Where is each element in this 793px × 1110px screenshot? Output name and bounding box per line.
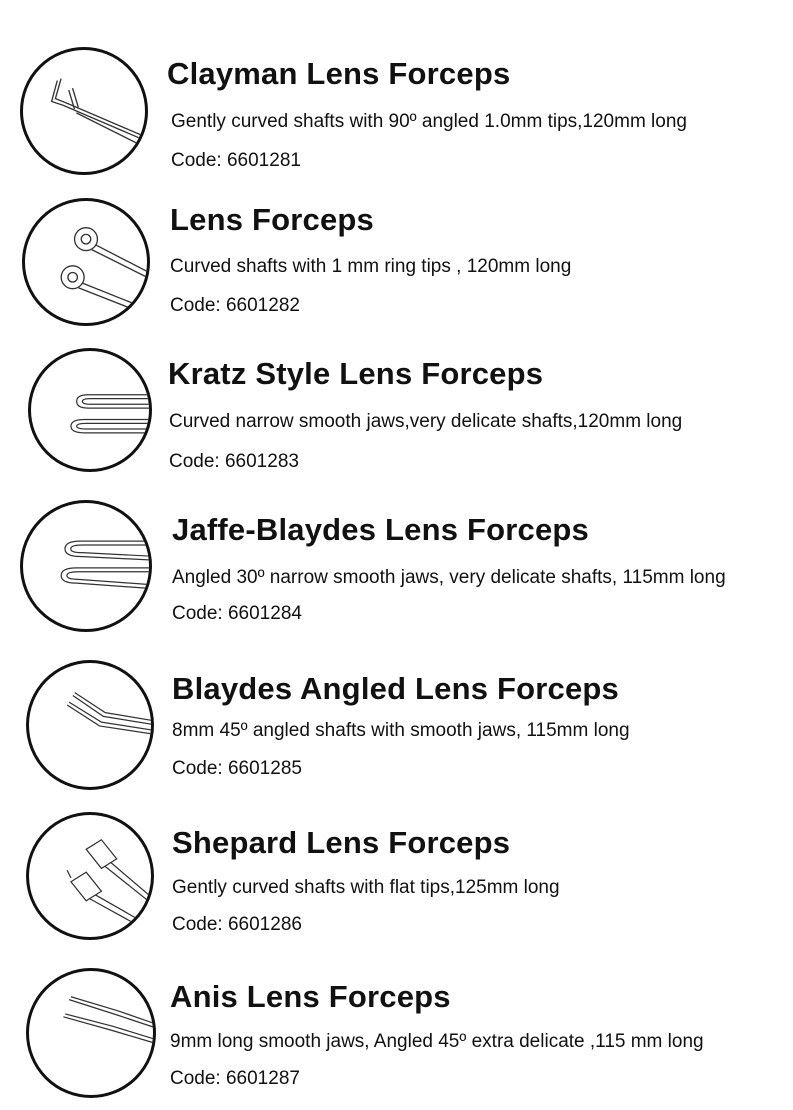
product-title: Shepard Lens Forceps — [172, 825, 511, 860]
clayman-angled-tip-icon — [20, 47, 148, 175]
product-code: Code: 6601282 — [170, 295, 300, 316]
product-description: Angled 30º narrow smooth jaws, very delicate shafts, 115mm long — [172, 567, 726, 588]
product-description: Curved shafts with 1 mm ring tips , 120mm long — [170, 256, 572, 277]
angled-shaft-tip-icon — [26, 660, 154, 790]
product-code: Code: 6601281 — [171, 150, 301, 171]
product-description: 8mm 45º angled shafts with smooth jaws, 115mm long — [172, 720, 630, 741]
product-code: Code: 6601285 — [172, 758, 302, 779]
ring-tip-icon — [22, 198, 150, 326]
product-description: Gently curved shafts with 90º angled 1.0mm tips,120mm long — [171, 111, 687, 132]
product-title: Jaffe-Blaydes Lens Forceps — [172, 512, 589, 547]
narrow-smooth-jaw-icon — [28, 348, 152, 472]
angled-narrow-jaw-icon — [20, 500, 152, 632]
product-title: Anis Lens Forceps — [170, 979, 451, 1014]
product-code: Code: 6601284 — [172, 603, 302, 624]
product-code: Code: 6601283 — [169, 451, 299, 472]
product-description: Curved narrow smooth jaws,very delicate shafts,120mm long — [169, 411, 683, 432]
product-title: Kratz Style Lens Forceps — [168, 356, 544, 391]
product-description: Gently curved shafts with flat tips,125mm long — [172, 877, 560, 898]
flat-tip-icon — [26, 812, 154, 940]
product-title: Lens Forceps — [170, 202, 374, 237]
product-code: Code: 6601287 — [170, 1068, 300, 1089]
product-title: Blaydes Angled Lens Forceps — [172, 671, 619, 706]
product-description: 9mm long smooth jaws, Angled 45º extra delicate ,115 mm long — [170, 1031, 704, 1052]
product-code: Code: 6601286 — [172, 914, 302, 935]
product-title: Clayman Lens Forceps — [167, 56, 511, 91]
angled-smooth-jaw-icon — [26, 968, 156, 1098]
